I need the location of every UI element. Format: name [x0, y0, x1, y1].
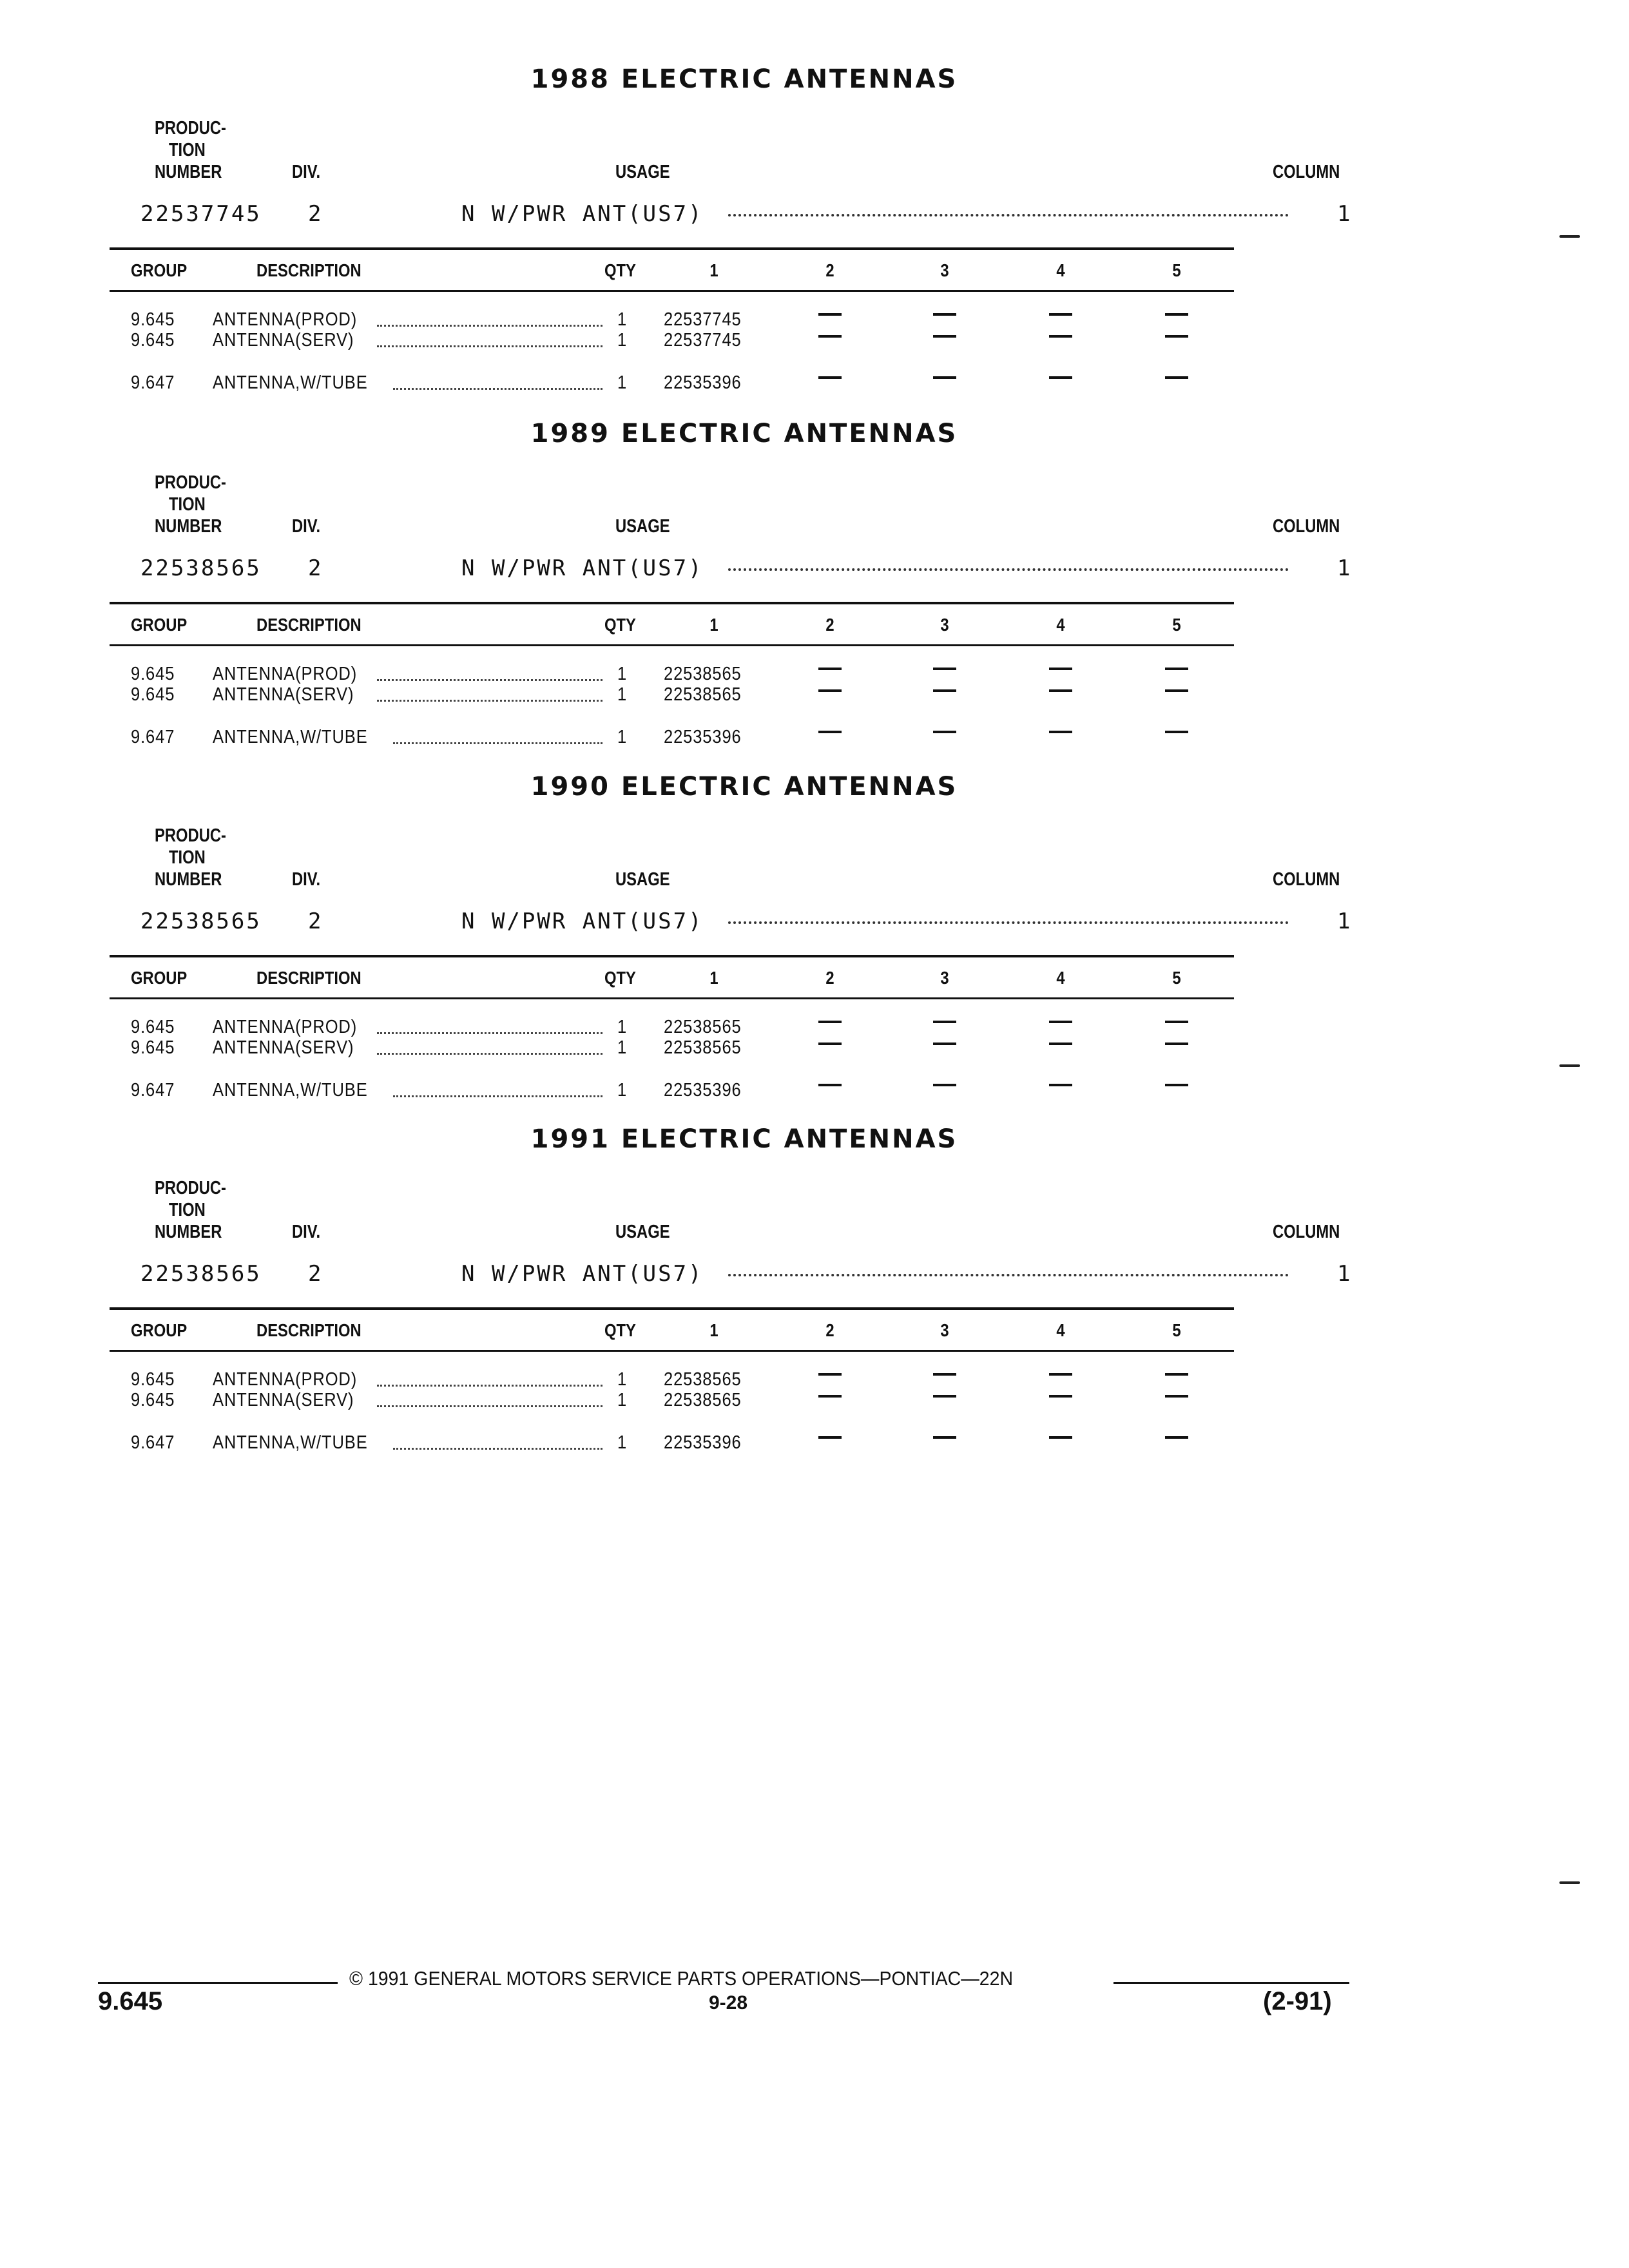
row-col-4-dash: [1049, 376, 1072, 379]
column-header: COLUMN: [1273, 516, 1340, 537]
row-leader-dots: [393, 742, 602, 744]
row-group: 9.645: [131, 1390, 175, 1410]
col-1-header: 1: [709, 615, 718, 635]
division-value: 2: [308, 1261, 323, 1287]
div-header: DIV.: [292, 516, 321, 537]
row-col-2-dash: [818, 1021, 842, 1023]
col-2-header: 2: [825, 260, 834, 280]
table-header-rule: [110, 997, 1234, 999]
table-header-rule: [110, 1350, 1234, 1352]
margin-mark: [1559, 235, 1580, 238]
row-description: ANTENNA,W/TUBE: [213, 1080, 368, 1100]
table-header-rule: [110, 290, 1234, 292]
usage-leader-dots: [728, 1274, 1289, 1276]
row-col-4-dash: [1049, 1021, 1072, 1023]
row-description: ANTENNA(SERV): [213, 330, 354, 351]
row-qty: 1: [617, 330, 628, 351]
row-description: ANTENNA(SERV): [213, 1037, 354, 1058]
row-col-4-dash: [1049, 313, 1072, 316]
row-col-5-dash: [1165, 1084, 1188, 1086]
column-header: COLUMN: [1273, 162, 1340, 182]
production-number: 22538565: [140, 908, 262, 934]
row-group: 9.647: [131, 1080, 175, 1100]
column-value: 1: [1337, 555, 1353, 581]
div-header: DIV.: [292, 1222, 321, 1242]
group-col-header: GROUP: [131, 260, 188, 280]
footer-date-code: (2-91): [1263, 1987, 1332, 2015]
row-leader-dots: [377, 1053, 602, 1055]
row-col-3-dash: [933, 668, 956, 670]
production-header-line1: PRODUC-: [155, 1178, 226, 1198]
production-number: 22538565: [140, 555, 262, 581]
row-qty: 1: [617, 1432, 628, 1453]
production-header-line1: PRODUC-: [155, 118, 226, 139]
row-col-2-dash: [818, 1043, 842, 1045]
row-col-5-dash: [1165, 1436, 1188, 1439]
row-group: 9.645: [131, 1037, 175, 1058]
usage-header: USAGE: [615, 1222, 670, 1242]
row-col-5-dash: [1165, 731, 1188, 733]
row-col-5-dash: [1165, 1373, 1188, 1376]
col-1-header: 1: [709, 968, 718, 988]
row-col-3-dash: [933, 731, 956, 733]
row-description: ANTENNA(PROD): [213, 1017, 358, 1037]
row-description: ANTENNA,W/TUBE: [213, 372, 368, 393]
div-header: DIV.: [292, 162, 321, 182]
row-leader-dots: [377, 1385, 602, 1387]
qty-col-header: QTY: [604, 1320, 636, 1340]
row-col-2-dash: [818, 1436, 842, 1439]
qty-col-header: QTY: [604, 968, 636, 988]
section-title: 1991 ELECTRIC ANTENNAS: [530, 1124, 958, 1154]
row-group: 9.645: [131, 684, 175, 705]
section-title: 1989 ELECTRIC ANTENNAS: [530, 419, 958, 448]
section-title: 1990 ELECTRIC ANTENNAS: [530, 772, 958, 802]
row-qty: 1: [617, 664, 628, 684]
column-value: 1: [1337, 201, 1353, 227]
column-value: 1: [1337, 908, 1353, 934]
row-col-3-dash: [933, 1395, 956, 1398]
footer-copyright: © 1991 GENERAL MOTORS SERVICE PARTS OPERATIONS—PONTIAC—22N: [349, 1967, 1014, 1990]
group-col-header: GROUP: [131, 615, 188, 635]
col-5-header: 5: [1172, 1320, 1181, 1340]
description-col-header: DESCRIPTION: [256, 615, 361, 635]
usage-header: USAGE: [615, 869, 670, 890]
row-group: 9.645: [131, 1369, 175, 1390]
usage-header: USAGE: [615, 516, 670, 537]
division-value: 2: [308, 908, 323, 934]
column-header: COLUMN: [1273, 869, 1340, 890]
row-col-5-dash: [1165, 313, 1188, 316]
row-col-5-dash: [1165, 335, 1188, 338]
row-qty: 1: [617, 1017, 628, 1037]
row-part-number: 22537745: [664, 309, 742, 330]
col-4-header: 4: [1056, 615, 1065, 635]
row-col-5-dash: [1165, 1021, 1188, 1023]
row-group: 9.645: [131, 1017, 175, 1037]
usage-header: USAGE: [615, 162, 670, 182]
row-qty: 1: [617, 1037, 628, 1058]
column-value: 1: [1337, 1261, 1353, 1287]
usage-value: N W/PWR ANT(US7): [461, 1261, 704, 1287]
production-number: 22538565: [140, 1261, 262, 1287]
production-number: 22537745: [140, 201, 262, 227]
row-part-number: 22537745: [664, 330, 742, 351]
row-description: ANTENNA(SERV): [213, 684, 354, 705]
row-col-5-dash: [1165, 376, 1188, 379]
col-5-header: 5: [1172, 968, 1181, 988]
col-5-header: 5: [1172, 260, 1181, 280]
row-part-number: 22535396: [664, 1080, 742, 1100]
row-qty: 1: [617, 1080, 628, 1100]
row-col-2-dash: [818, 313, 842, 316]
usage-value: N W/PWR ANT(US7): [461, 908, 704, 934]
description-col-header: DESCRIPTION: [256, 260, 361, 280]
table-top-rule: [110, 247, 1234, 250]
row-group: 9.647: [131, 372, 175, 393]
row-part-number: 22538565: [664, 1390, 742, 1410]
row-qty: 1: [617, 1390, 628, 1410]
div-header: DIV.: [292, 869, 321, 890]
row-col-4-dash: [1049, 335, 1072, 338]
row-group: 9.645: [131, 664, 175, 684]
row-col-4-dash: [1049, 1395, 1072, 1398]
row-part-number: 22538565: [664, 664, 742, 684]
row-description: ANTENNA(PROD): [213, 1369, 358, 1390]
row-col-3-dash: [933, 1021, 956, 1023]
table-top-rule: [110, 1307, 1234, 1310]
row-leader-dots: [377, 679, 602, 681]
row-col-2-dash: [818, 731, 842, 733]
row-col-3-dash: [933, 1084, 956, 1086]
row-col-2-dash: [818, 376, 842, 379]
row-col-4-dash: [1049, 1373, 1072, 1376]
col-4-header: 4: [1056, 260, 1065, 280]
row-col-4-dash: [1049, 731, 1072, 733]
row-part-number: 22538565: [664, 1017, 742, 1037]
margin-mark: [1559, 1881, 1580, 1884]
col-1-header: 1: [709, 260, 718, 280]
row-leader-dots: [393, 388, 602, 390]
production-header-line3: NUMBER: [155, 1222, 222, 1242]
footer-page-number: 9-28: [708, 1992, 748, 2013]
row-qty: 1: [617, 309, 628, 330]
production-header-line2: TION: [169, 847, 206, 868]
row-leader-dots: [377, 325, 602, 327]
row-col-4-dash: [1049, 689, 1072, 692]
row-col-5-dash: [1165, 689, 1188, 692]
col-4-header: 4: [1056, 968, 1065, 988]
production-header-line3: NUMBER: [155, 516, 222, 537]
row-leader-dots: [377, 1405, 602, 1407]
footer-rule-right: [1113, 1982, 1349, 1984]
row-group: 9.645: [131, 330, 175, 351]
row-col-4-dash: [1049, 668, 1072, 670]
row-qty: 1: [617, 727, 628, 747]
row-description: ANTENNA(SERV): [213, 1390, 354, 1410]
group-col-header: GROUP: [131, 1320, 188, 1340]
row-description: ANTENNA(PROD): [213, 664, 358, 684]
production-header-line3: NUMBER: [155, 869, 222, 890]
usage-value: N W/PWR ANT(US7): [461, 201, 704, 227]
production-header-line2: TION: [169, 494, 206, 515]
col-2-header: 2: [825, 615, 834, 635]
row-qty: 1: [617, 684, 628, 705]
row-col-2-dash: [818, 1084, 842, 1086]
row-col-3-dash: [933, 1373, 956, 1376]
usage-leader-dots: [728, 568, 1289, 571]
row-leader-dots: [377, 1032, 602, 1034]
row-part-number: 22538565: [664, 1037, 742, 1058]
row-leader-dots: [377, 700, 602, 702]
row-description: ANTENNA,W/TUBE: [213, 727, 368, 747]
usage-value: N W/PWR ANT(US7): [461, 555, 704, 581]
col-3-header: 3: [940, 615, 949, 635]
row-group: 9.645: [131, 309, 175, 330]
row-col-2-dash: [818, 1373, 842, 1376]
col-2-header: 2: [825, 968, 834, 988]
col-5-header: 5: [1172, 615, 1181, 635]
description-col-header: DESCRIPTION: [256, 1320, 361, 1340]
row-col-5-dash: [1165, 1043, 1188, 1045]
row-col-2-dash: [818, 335, 842, 338]
qty-col-header: QTY: [604, 260, 636, 280]
row-col-3-dash: [933, 1436, 956, 1439]
footer-group-number: 9.645: [98, 1987, 163, 2015]
usage-leader-dots: [728, 921, 1289, 924]
row-description: ANTENNA,W/TUBE: [213, 1432, 368, 1453]
division-value: 2: [308, 201, 323, 227]
table-header-rule: [110, 644, 1234, 646]
row-group: 9.647: [131, 727, 175, 747]
row-leader-dots: [377, 345, 602, 347]
description-col-header: DESCRIPTION: [256, 968, 361, 988]
production-header-line2: TION: [169, 1200, 206, 1220]
row-col-4-dash: [1049, 1436, 1072, 1439]
row-part-number: 22538565: [664, 684, 742, 705]
production-header-line3: NUMBER: [155, 162, 222, 182]
row-part-number: 22535396: [664, 1432, 742, 1453]
col-2-header: 2: [825, 1320, 834, 1340]
group-col-header: GROUP: [131, 968, 188, 988]
row-col-5-dash: [1165, 1395, 1188, 1398]
row-col-3-dash: [933, 689, 956, 692]
row-col-5-dash: [1165, 668, 1188, 670]
qty-col-header: QTY: [604, 615, 636, 635]
row-part-number: 22535396: [664, 727, 742, 747]
section-title: 1988 ELECTRIC ANTENNAS: [530, 64, 958, 94]
production-header-line2: TION: [169, 140, 206, 160]
table-top-rule: [110, 955, 1234, 957]
row-group: 9.647: [131, 1432, 175, 1453]
column-header: COLUMN: [1273, 1222, 1340, 1242]
usage-leader-dots: [728, 214, 1289, 216]
footer-rule-left: [98, 1982, 338, 1984]
row-col-2-dash: [818, 668, 842, 670]
row-col-3-dash: [933, 313, 956, 316]
production-header-line1: PRODUC-: [155, 825, 226, 846]
row-col-3-dash: [933, 1043, 956, 1045]
col-3-header: 3: [940, 260, 949, 280]
col-3-header: 3: [940, 968, 949, 988]
row-col-3-dash: [933, 335, 956, 338]
table-top-rule: [110, 602, 1234, 604]
margin-mark: [1559, 1064, 1580, 1067]
production-header-line1: PRODUC-: [155, 472, 226, 493]
row-qty: 1: [617, 372, 628, 393]
row-part-number: 22538565: [664, 1369, 742, 1390]
row-leader-dots: [393, 1095, 602, 1097]
col-1-header: 1: [709, 1320, 718, 1340]
row-col-3-dash: [933, 376, 956, 379]
row-leader-dots: [393, 1448, 602, 1450]
row-part-number: 22535396: [664, 372, 742, 393]
row-qty: 1: [617, 1369, 628, 1390]
row-description: ANTENNA(PROD): [213, 309, 358, 330]
row-col-2-dash: [818, 1395, 842, 1398]
col-4-header: 4: [1056, 1320, 1065, 1340]
division-value: 2: [308, 555, 323, 581]
row-col-2-dash: [818, 689, 842, 692]
row-col-4-dash: [1049, 1084, 1072, 1086]
col-3-header: 3: [940, 1320, 949, 1340]
row-col-4-dash: [1049, 1043, 1072, 1045]
